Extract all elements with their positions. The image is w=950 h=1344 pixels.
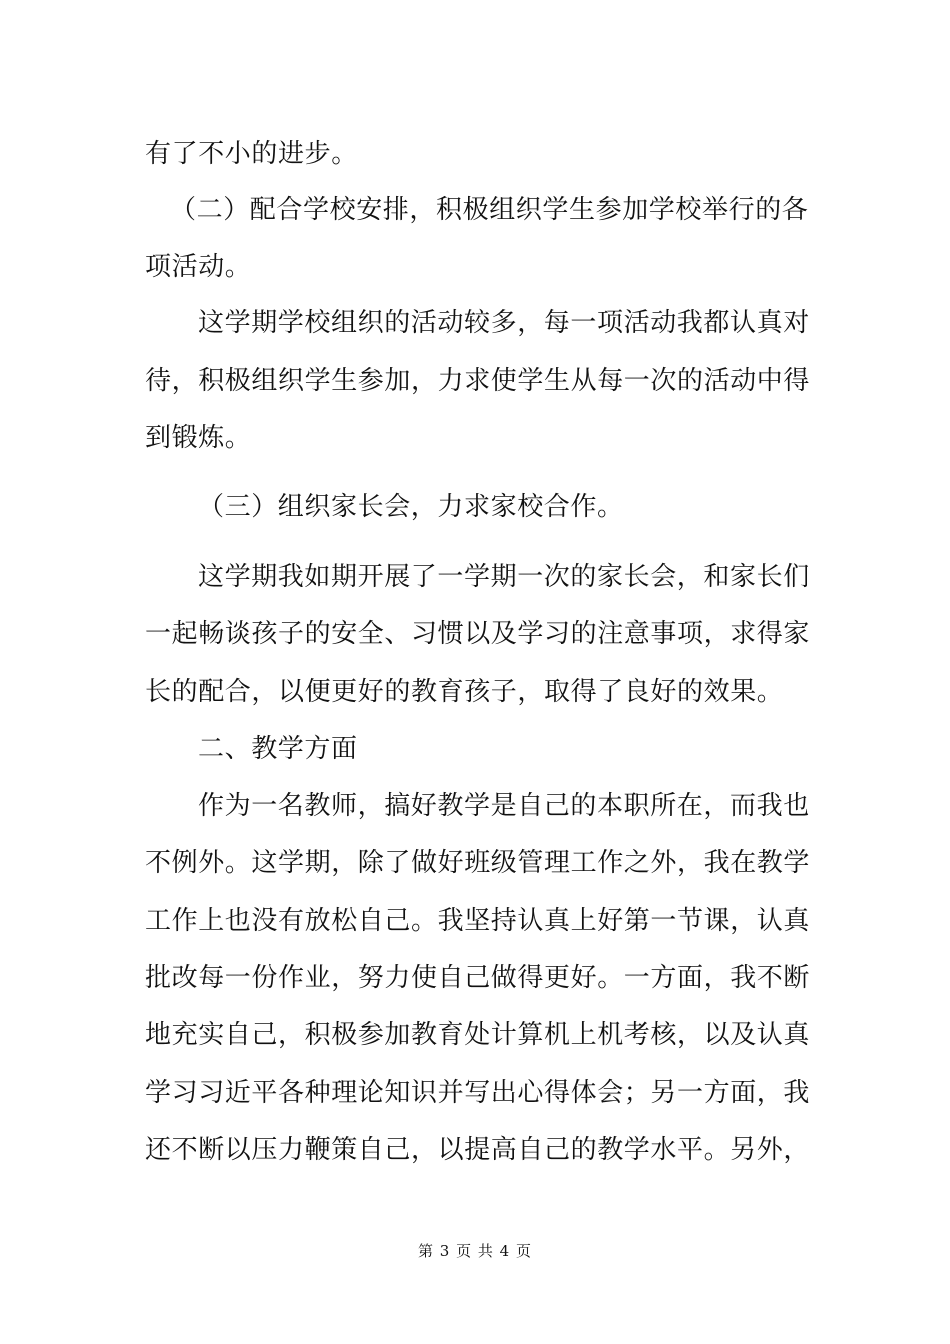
text-line-13: 不例外。这学期，除了做好班级管理工作之外，我在教学 (145, 848, 811, 878)
text-line-10: 长的配合，以便更好的教育孩子，取得了良好的效果。 (145, 677, 784, 707)
text-line-2: （二）配合学校安排，积极组织学生参加学校举行的各 (170, 195, 809, 225)
text-line-8: 这学期我如期开展了一学期一次的家长会，和家长们 (198, 562, 810, 592)
text-line-12: 作为一名教师，搞好教学是自己的本职所在，而我也 (198, 791, 810, 821)
text-line-15: 批改每一份作业，努力使自己做得更好。一方面，我不断 (145, 963, 811, 993)
page-number-footer: 第 3 页 共 4 页 (418, 1242, 532, 1260)
text-line-6: 到锻炼。 (145, 423, 252, 453)
section-heading: 二、教学方面 (198, 734, 358, 764)
text-line-1: 有了不小的进步。 (145, 139, 358, 169)
text-line-4: 这学期学校组织的活动较多，每一项活动我都认真对 (198, 308, 810, 338)
text-line-16: 地充实自己，积极参加教育处计算机上机考核，以及认真 (145, 1020, 811, 1050)
text-line-14: 工作上也没有放松自己。我坚持认真上好第一节课，认真 (145, 906, 811, 936)
text-line-17: 学习习近平各种理论知识并写出心得体会；另一方面，我 (145, 1078, 811, 1108)
text-line-5: 待，积极组织学生参加，力求使学生从每一次的活动中得 (145, 366, 811, 396)
text-line-7: （三）组织家长会，力求家校合作。 (198, 492, 624, 522)
text-line-3: 项活动。 (145, 252, 252, 282)
text-line-18: 还不断以压力鞭策自己，以提高自己的教学水平。另外， (145, 1135, 811, 1165)
text-line-9: 一起畅谈孩子的安全、习惯以及学习的注意事项，求得家 (145, 619, 811, 649)
